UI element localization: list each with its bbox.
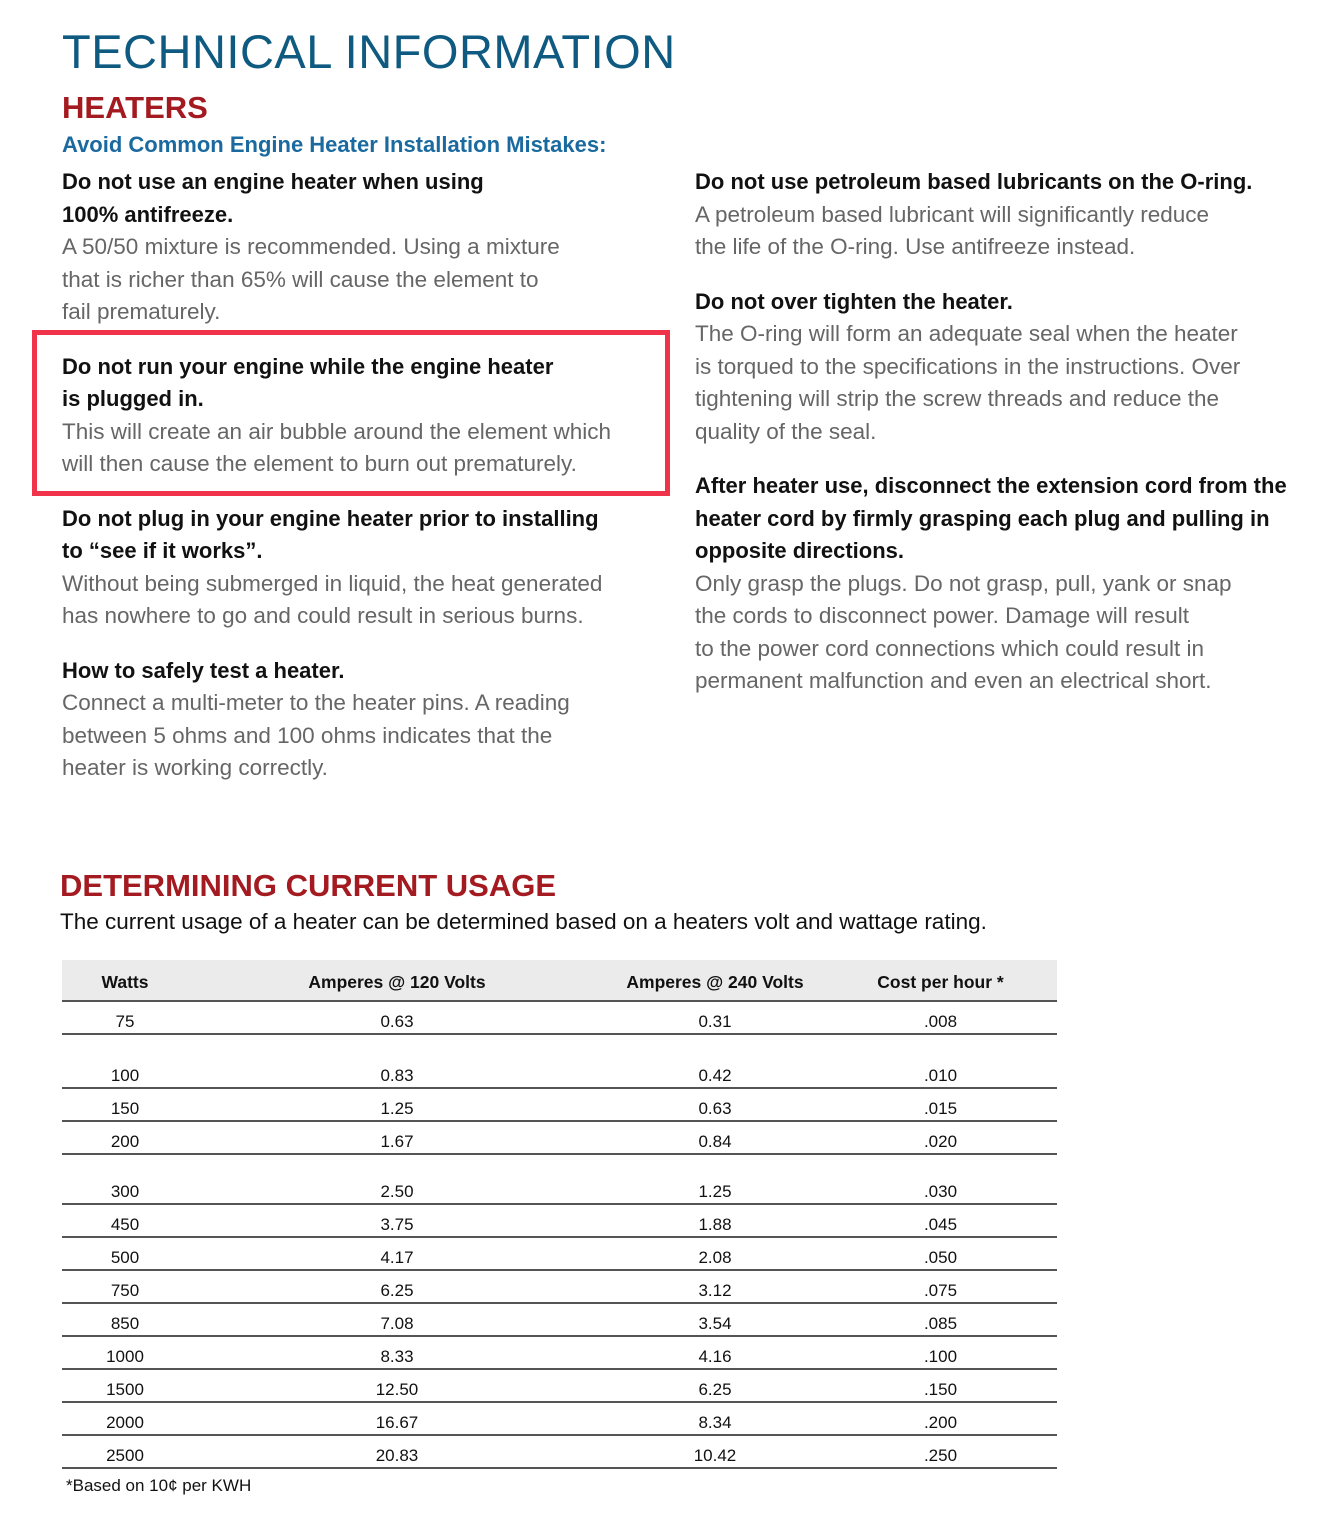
cell-amps-240: 3.54 (606, 1303, 824, 1336)
cell-amps-240: 0.31 (606, 1001, 824, 1034)
tip-question: Do not use petroleum based lubricants on the O-ring. (695, 169, 1253, 194)
cell-amps-240: 0.63 (606, 1088, 824, 1121)
cell-amps-240: 4.16 (606, 1336, 824, 1369)
tip-item (695, 470, 1295, 698)
cell-amps-240: 1.25 (606, 1154, 824, 1204)
table-body (62, 1001, 1057, 1468)
cell-amps-240: 0.84 (606, 1121, 824, 1154)
cell-amps-240: 6.25 (606, 1369, 824, 1402)
cell-watts: 2500 (62, 1435, 188, 1468)
cell-watts: 1500 (62, 1369, 188, 1402)
cell-amps-120: 0.83 (188, 1034, 606, 1088)
cell-watts: 200 (62, 1121, 188, 1154)
table-row (62, 1237, 1057, 1270)
cell-cost: .150 (824, 1369, 1057, 1402)
cell-watts: 300 (62, 1154, 188, 1204)
cell-cost: .010 (824, 1034, 1057, 1088)
cell-cost: .020 (824, 1121, 1057, 1154)
cell-amps-120: 4.17 (188, 1237, 606, 1270)
cell-watts: 75 (62, 1001, 188, 1034)
table-row (62, 1336, 1057, 1369)
tip-question: How to safely test a heater. (62, 657, 345, 683)
page-title: TECHNICAL INFORMATION (62, 25, 676, 78)
column-header-watts: Watts (62, 960, 188, 1001)
cell-cost: .250 (824, 1435, 1057, 1468)
cell-amps-120: 2.50 (188, 1154, 606, 1204)
cell-amps-120: 20.83 (188, 1435, 606, 1468)
cell-watts: 100 (62, 1034, 188, 1088)
cell-amps-240: 8.34 (606, 1402, 824, 1435)
tip-answer: A 50/50 mixture is recommended. Using a mixture that is richer than 65% will cause the element to fail prematurely. (62, 234, 560, 324)
column-header-amps-120: Amperes @ 120 Volts (188, 960, 606, 1001)
tip-answer: A petroleum based lubricant will significantly reduce the life of the O-ring. Use antifreeze instead. (695, 201, 1210, 259)
table-row (62, 1034, 1057, 1088)
cell-watts: 2000 (62, 1402, 188, 1435)
tip-item (62, 655, 662, 785)
table-row (62, 1121, 1057, 1154)
cell-cost: .008 (824, 1001, 1057, 1034)
section-subtitle: Avoid Common Engine Heater Installation Mistakes: (62, 132, 607, 157)
cell-amps-120: 7.08 (188, 1303, 606, 1336)
cell-watts: 450 (62, 1204, 188, 1237)
usage-heading: DETERMINING CURRENT USAGE (60, 868, 557, 903)
tip-question: Do not use an engine heater when using 100% antifreeze. (62, 169, 484, 227)
tip-answer: Only grasp the plugs. Do not grasp, pull, yank or snap the cords to disconnect power. Damage will result to the power cord connections which could result in permanent malfunction and even an electrical short. (695, 570, 1232, 693)
cell-watts: 750 (62, 1270, 188, 1303)
tip-item (695, 166, 1295, 264)
cell-amps-240: 2.08 (606, 1237, 824, 1270)
usage-description: The current usage of a heater can be determined based on a heaters volt and wattage rating. (60, 909, 987, 934)
current-usage-table (62, 960, 1057, 1469)
tip-question: Do not run your engine while the engine heater is plugged in. (62, 353, 554, 411)
footnote: *Based on 10¢ per KWH (66, 1476, 252, 1495)
tip-question: Do not over tighten the heater. (695, 288, 1013, 314)
cell-watts: 1000 (62, 1336, 188, 1369)
table-row (62, 1154, 1057, 1204)
table-row (62, 1369, 1057, 1402)
cell-amps-120: 6.25 (188, 1270, 606, 1303)
cell-amps-120: 1.67 (188, 1121, 606, 1154)
table-row (62, 1435, 1057, 1468)
cell-cost: .015 (824, 1088, 1057, 1121)
right-column (695, 166, 1295, 720)
cell-watts: 500 (62, 1237, 188, 1270)
cell-amps-120: 0.63 (188, 1001, 606, 1034)
table-row (62, 1088, 1057, 1121)
cell-cost: .050 (824, 1237, 1057, 1270)
cell-amps-240: 1.88 (606, 1204, 824, 1237)
cell-amps-120: 3.75 (188, 1204, 606, 1237)
tip-question: Do not plug in your engine heater prior to installing to “see if it works”. (62, 505, 599, 563)
cell-amps-120: 16.67 (188, 1402, 606, 1435)
cell-cost: .045 (824, 1204, 1057, 1237)
tip-answer: This will create an air bubble around the element which will then cause the element to burn out prematurely. (62, 418, 612, 476)
heaters-heading: HEATERS (62, 90, 208, 125)
cell-amps-240: 10.42 (606, 1435, 824, 1468)
cell-cost: .085 (824, 1303, 1057, 1336)
tip-item (62, 503, 662, 633)
table-row (62, 1402, 1057, 1435)
tip-item (62, 166, 662, 329)
cell-amps-240: 0.42 (606, 1034, 824, 1088)
cell-amps-120: 8.33 (188, 1336, 606, 1369)
cell-amps-120: 12.50 (188, 1369, 606, 1402)
cell-cost: .030 (824, 1154, 1057, 1204)
table-row (62, 1204, 1057, 1237)
cell-watts: 850 (62, 1303, 188, 1336)
cell-watts: 150 (62, 1088, 188, 1121)
table-row (62, 1303, 1057, 1336)
cell-amps-240: 3.12 (606, 1270, 824, 1303)
tip-answer: The O-ring will form an adequate seal when the heater is torqued to the specifications in the instructions. Over tightening will strip the screw threads and reduce the quality of the seal. (695, 321, 1241, 444)
column-header-amps-240: Amperes @ 240 Volts (606, 960, 824, 1001)
table-row (62, 1001, 1057, 1034)
tip-answer: Without being submerged in liquid, the heat generated has nowhere to go and could result in serious burns. (62, 570, 603, 628)
table-header-row (62, 960, 1057, 1001)
column-header-cost: Cost per hour * (824, 960, 1057, 1001)
cell-cost: .075 (824, 1270, 1057, 1303)
highlight-box (32, 330, 670, 496)
tip-answer: Connect a multi-meter to the heater pins. A reading between 5 ohms and 100 ohms indicates that the heater is working correctly. (62, 690, 570, 780)
table-row (62, 1270, 1057, 1303)
tip-item (695, 286, 1295, 449)
cell-cost: .200 (824, 1402, 1057, 1435)
cell-cost: .100 (824, 1336, 1057, 1369)
tip-question: After heater use, disconnect the extension cord from the heater cord by firmly grasping each plug and pulling in opposite directions. (695, 473, 1287, 563)
cell-amps-120: 1.25 (188, 1088, 606, 1121)
